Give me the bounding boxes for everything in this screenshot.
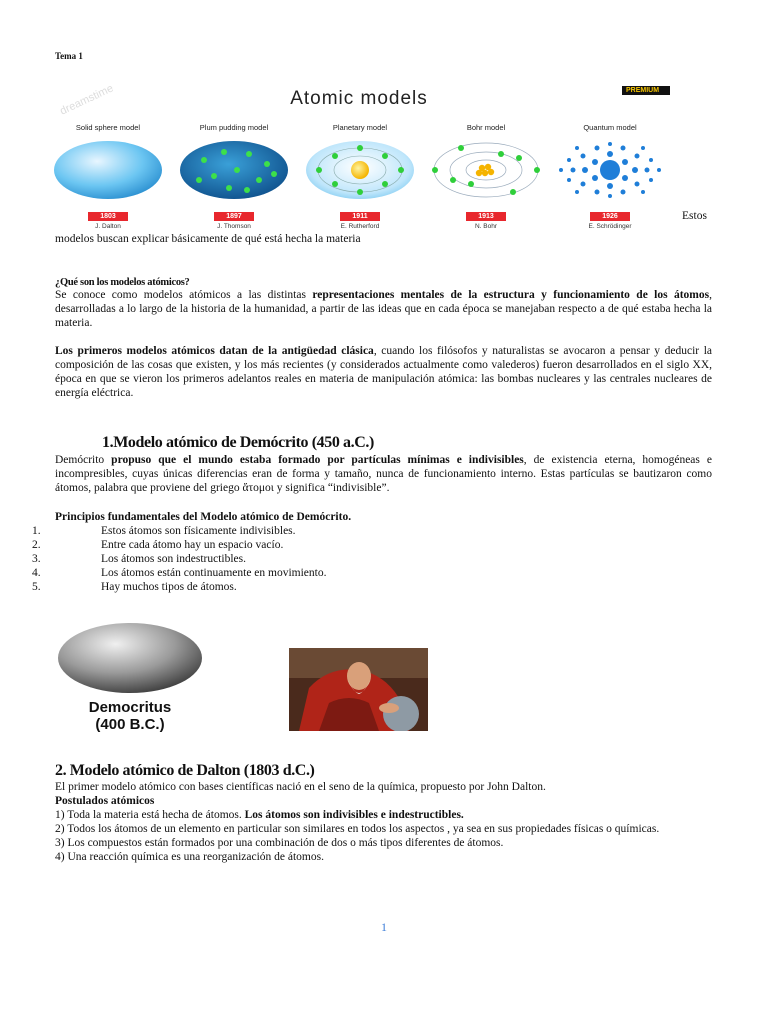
section2-body	[55, 780, 712, 864]
premium-badge: PREMIUM	[622, 86, 670, 95]
model-year: 1803	[88, 212, 128, 221]
model-name: Solid sphere model	[75, 123, 141, 132]
model-scientist: J. Thomson	[217, 223, 251, 230]
postulados-title: Postulados atómicos	[55, 795, 155, 807]
model-plum-pudding	[174, 124, 294, 231]
bohr-illustration	[431, 140, 541, 200]
democritus-date-label: (400 B.C.)	[95, 716, 165, 733]
intro-text: modelos buscan explicar básicamente de qué está hecha la materia	[55, 233, 361, 245]
topic-label: Tema 1	[55, 51, 83, 61]
model-year: 1926	[590, 212, 630, 221]
model-scientist: N. Bohr	[474, 223, 498, 230]
postulado-1: 1) Toda la materia está hecha de átomos. Los átomos son indivisibles e indestructibles.	[55, 809, 464, 821]
democritus-label: Democritus	[88, 699, 172, 716]
list-item: 1. Estos átomos son físicamente indivisibles.	[32, 525, 296, 537]
model-bohr	[426, 124, 546, 231]
section1-body	[55, 453, 712, 495]
model-name: Planetary model	[332, 123, 388, 132]
model-year: 1913	[466, 212, 506, 221]
principles-title: Principios fundamentales del Modelo atómico de Demócrito.	[55, 511, 352, 523]
section2-heading: 2. Modelo atómico de Dalton (1803 d.C.)	[55, 762, 315, 779]
list-item: 2. Entre cada átomo hay un espacio vacío.	[32, 539, 284, 551]
model-name: Bohr model	[466, 123, 506, 132]
list-item: 4. Los átomos están continuamente en movimiento.	[32, 567, 327, 579]
gray-sphere-illustration	[55, 622, 205, 694]
model-scientist: E. Rutherford	[340, 223, 380, 230]
quantum-illustration	[555, 140, 665, 200]
model-scientist: E. Schrödinger	[588, 223, 632, 230]
postulado-3: 3) Los compuestos están formados por una combinación de dos o más tipos diferentes de átomos.	[55, 837, 504, 849]
section-what-are-models	[55, 277, 712, 400]
paragraph: Demócrito propuso que el mundo estaba formado por partículas mínimas e indivisibles, de existencia eterna, homogéneas e incompresibles, cuyas únicas diferencias eran de forma y tamaño, nunca de funcionamiento interno. Estas partículas se bautizaron como átomos, palabra que proviene del griego ἄτομοι y significa “indivisible”.	[55, 454, 712, 494]
model-name: Quantum model	[583, 123, 637, 132]
intro-text-tail: Estos	[682, 210, 707, 222]
postulado-4: 4) Una reacción química es una reorganización de átomos.	[55, 851, 324, 863]
model-year: 1897	[214, 212, 254, 221]
section-heading: ¿Qué son los modelos atómicos?	[55, 277, 190, 288]
model-scientist: J. Dalton	[95, 223, 121, 230]
postulado-2: 2) Todos los átomos de un elemento en particular son similares en todos los aspectos , ya sea en sus propiedades físicas o químicas.	[55, 823, 660, 835]
plum-pudding-illustration	[179, 140, 289, 200]
solid-sphere-illustration	[53, 140, 163, 200]
model-year: 1911	[340, 212, 379, 221]
principles-list	[32, 524, 532, 594]
democritus-painting	[289, 648, 428, 731]
paragraph: El primer modelo atómico con bases científicas nació en el seno de la química, propuesto por John Dalton.	[55, 781, 546, 793]
democritus-model-image	[55, 622, 205, 734]
planetary-illustration	[305, 140, 415, 200]
model-quantum	[550, 124, 670, 231]
banner-title: Atomic models	[290, 88, 428, 109]
model-name: Plum pudding model	[199, 123, 269, 132]
page-number: 1	[381, 920, 387, 934]
paragraph: Los primeros modelos atómicos datan de la antigüedad clásica, cuando los filósofos y naturalistas se avocaron a pensar y deducir la composición de las cosas que existen, y los más recientes (y considerados actualmente como valederos) fueron desarrollados en el siglo XX, época en que se vieron los primeros adelantos reales en materia de manipulación atómica: las bombas nucleares y las centrales nucleares de energía eléctrica.	[55, 345, 712, 399]
model-planetary	[300, 124, 420, 231]
section1-heading: 1.Modelo atómico de Demócrito (450 a.C.)	[102, 434, 374, 451]
list-item: 5. Hay muchos tipos de átomos.	[32, 581, 237, 593]
list-item: 3. Los átomos son indestructibles.	[32, 553, 247, 565]
model-solid-sphere	[48, 124, 168, 231]
paragraph: Se conoce como modelos atómicos a las distintas representaciones mentales de la estructura y funcionamiento de los átomos, desarrolladas a lo largo de la historia de la humanidad, a partir de las ideas que en cada época se manejaban respecto a de qué estaba hecha la materia.	[55, 289, 712, 329]
atomic-models-image: dreamstime Atomic models PREMIUM Solid sphere model 1803 J. Dalton Plum pudding model 1897 J. Thomson Planetary model 1911 E. Rutherford Bohr model 1913 N. Bohr Quantum model 1926 E. Schrödinger	[48, 84, 670, 220]
